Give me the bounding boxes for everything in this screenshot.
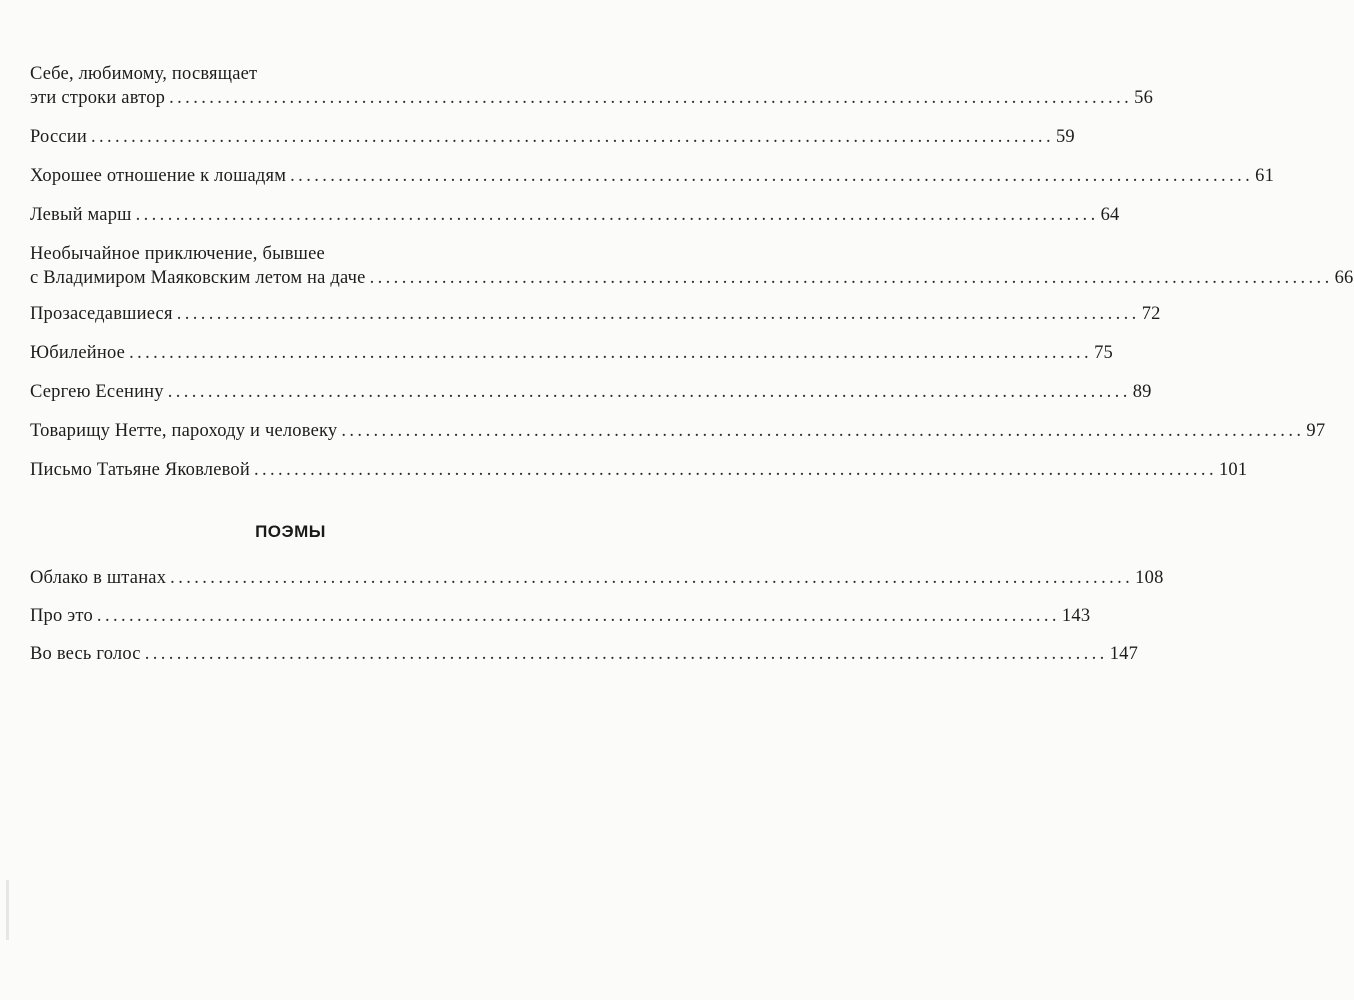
toc-page-number: 147 <box>1109 644 1139 664</box>
toc-entry <box>30 419 1326 443</box>
toc-page-number: 97 <box>1306 421 1326 441</box>
dot-leader: ........................................................................................................................ <box>144 644 1108 664</box>
toc-entry-title: Во весь голос <box>30 644 141 664</box>
toc-entry <box>30 62 1154 110</box>
toc-entry <box>30 380 1152 404</box>
toc-entry-title-line: Себе, любимому, посвящает <box>30 64 258 84</box>
dot-leader: ........................................................................................................................ <box>135 205 1099 225</box>
toc-page-number: 56 <box>1134 88 1154 108</box>
toc-page-number: 108 <box>1135 568 1164 588</box>
toc-entry <box>30 341 1113 365</box>
dot-leader: ........................................................................................................................ <box>290 166 1254 186</box>
toc-entry-title: Левый марш <box>30 205 132 225</box>
dot-leader: ........................................................................................................................ <box>96 606 1060 626</box>
dot-leader: ........................................................................................................................ <box>369 268 1333 288</box>
toc-page-number: 101 <box>1218 460 1248 480</box>
toc-entry <box>30 242 1354 290</box>
toc-page-number: 61 <box>1255 166 1275 186</box>
toc-entry <box>30 125 1075 149</box>
toc-page-number: 72 <box>1141 304 1161 324</box>
dot-leader: ........................................................................................................................ <box>90 127 1054 147</box>
toc-page-number: 143 <box>1061 606 1091 626</box>
toc-entry-title: России <box>30 127 87 147</box>
toc-entry <box>30 642 1139 666</box>
toc-page-number: 59 <box>1055 127 1075 147</box>
toc-entry-title: Юбилейное <box>30 343 126 363</box>
toc-entry-title: Про это <box>30 606 93 626</box>
dot-leader: ........................................................................................................................ <box>253 460 1217 480</box>
dot-leader: ........................................................................................................................ <box>176 304 1140 324</box>
toc-entry <box>30 302 1161 326</box>
toc-page-number: 64 <box>1100 205 1120 225</box>
toc-entry-title: Хорошее отношение к лошадям <box>30 166 287 186</box>
toc-entry-title: Письмо Татьяне Яковлевой <box>30 460 250 480</box>
toc-entry-title-line: с Владимиром Маяковским летом на даче <box>30 268 366 288</box>
toc-entry <box>30 458 1248 482</box>
dot-leader: ........................................................................................................................ <box>167 382 1131 402</box>
toc-entry <box>30 604 1091 628</box>
toc-entry-title-line: Необычайное приключение, бывшее <box>30 244 325 264</box>
dot-leader: ........................................................................................................................ <box>170 568 1134 588</box>
section-heading: ПОЭМЫ <box>255 522 326 541</box>
toc-page-number: 75 <box>1094 343 1113 363</box>
toc-entry-title-line: эти строки автор <box>30 88 166 108</box>
toc-page-number: 89 <box>1132 382 1152 402</box>
dot-leader: ........................................................................................................................ <box>129 343 1093 363</box>
toc-page-number: 66 <box>1334 268 1354 288</box>
toc-entry-title: Прозаседавшиеся <box>30 304 173 324</box>
toc-entry-title: Облако в штанах <box>30 568 167 588</box>
toc-entry <box>30 566 1164 590</box>
toc-entry <box>30 164 1275 188</box>
toc-entry <box>30 203 1120 227</box>
page-edge-shadow <box>6 880 9 940</box>
dot-leader: ........................................................................................................................ <box>341 421 1305 441</box>
toc-entry-title: Сергею Есенину <box>30 382 164 402</box>
dot-leader: ........................................................................................................................ <box>169 88 1133 108</box>
toc-entry-title: Товарищу Нетте, пароходу и человеку <box>30 421 338 441</box>
